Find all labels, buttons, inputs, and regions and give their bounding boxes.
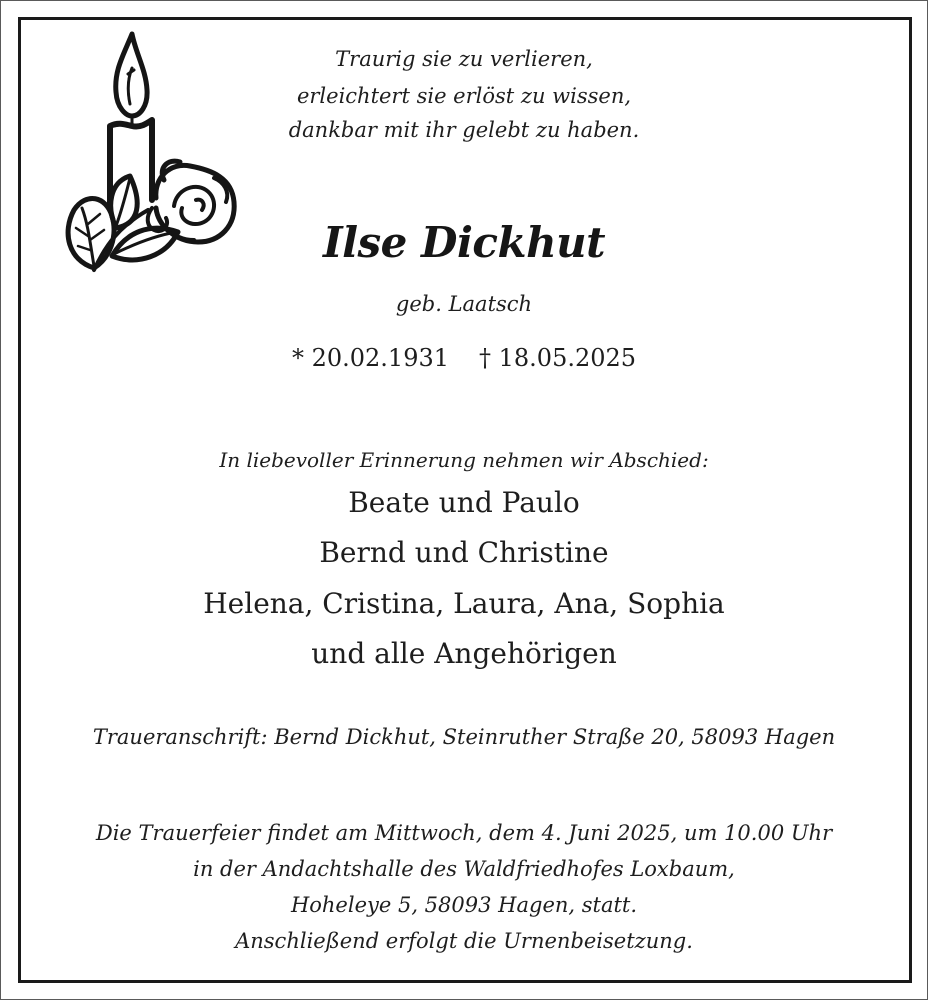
funeral-line-1: Die Trauerfeier findet am Mittwoch, dem 4. Juni 2025, um 10.00 Uhr <box>95 821 833 845</box>
funeral-line-4: Anschließend erfolgt die Urnenbeisetzung. <box>235 929 693 953</box>
verse-line-2: erleichtert sie erlöst zu wissen, <box>296 84 632 108</box>
mourner-line-3: Helena, Cristina, Laura, Ana, Sophia <box>203 587 725 620</box>
mourner-line-1: Beate und Paulo <box>348 486 580 519</box>
mourner-line-2: Bernd und Christine <box>319 536 609 569</box>
death-date: † 18.05.2025 <box>479 344 637 372</box>
birth-name: geb. Laatsch <box>395 292 533 316</box>
deceased-name: Ilse Dickhut <box>322 218 606 267</box>
farewell-intro: In liebevoller Erinnerung nehmen wir Abschied: <box>219 448 709 472</box>
funeral-line-2: in der Andachtshalle des Waldfriedhofes Loxbaum, <box>193 857 735 881</box>
verse-line-1: Traurig sie zu verlieren, <box>335 47 593 71</box>
mourning-address: Traueranschrift: Bernd Dickhut, Steinruther Straße 20, 58093 Hagen <box>92 725 836 749</box>
life-dates <box>0 344 928 372</box>
verse-line-3: dankbar mit ihr gelebt zu haben. <box>288 118 640 142</box>
mourner-line-4: und alle Angehörigen <box>311 637 617 670</box>
birth-date: * 20.02.1931 <box>291 344 449 372</box>
funeral-line-3: Hoheleye 5, 58093 Hagen, statt. <box>290 893 638 917</box>
